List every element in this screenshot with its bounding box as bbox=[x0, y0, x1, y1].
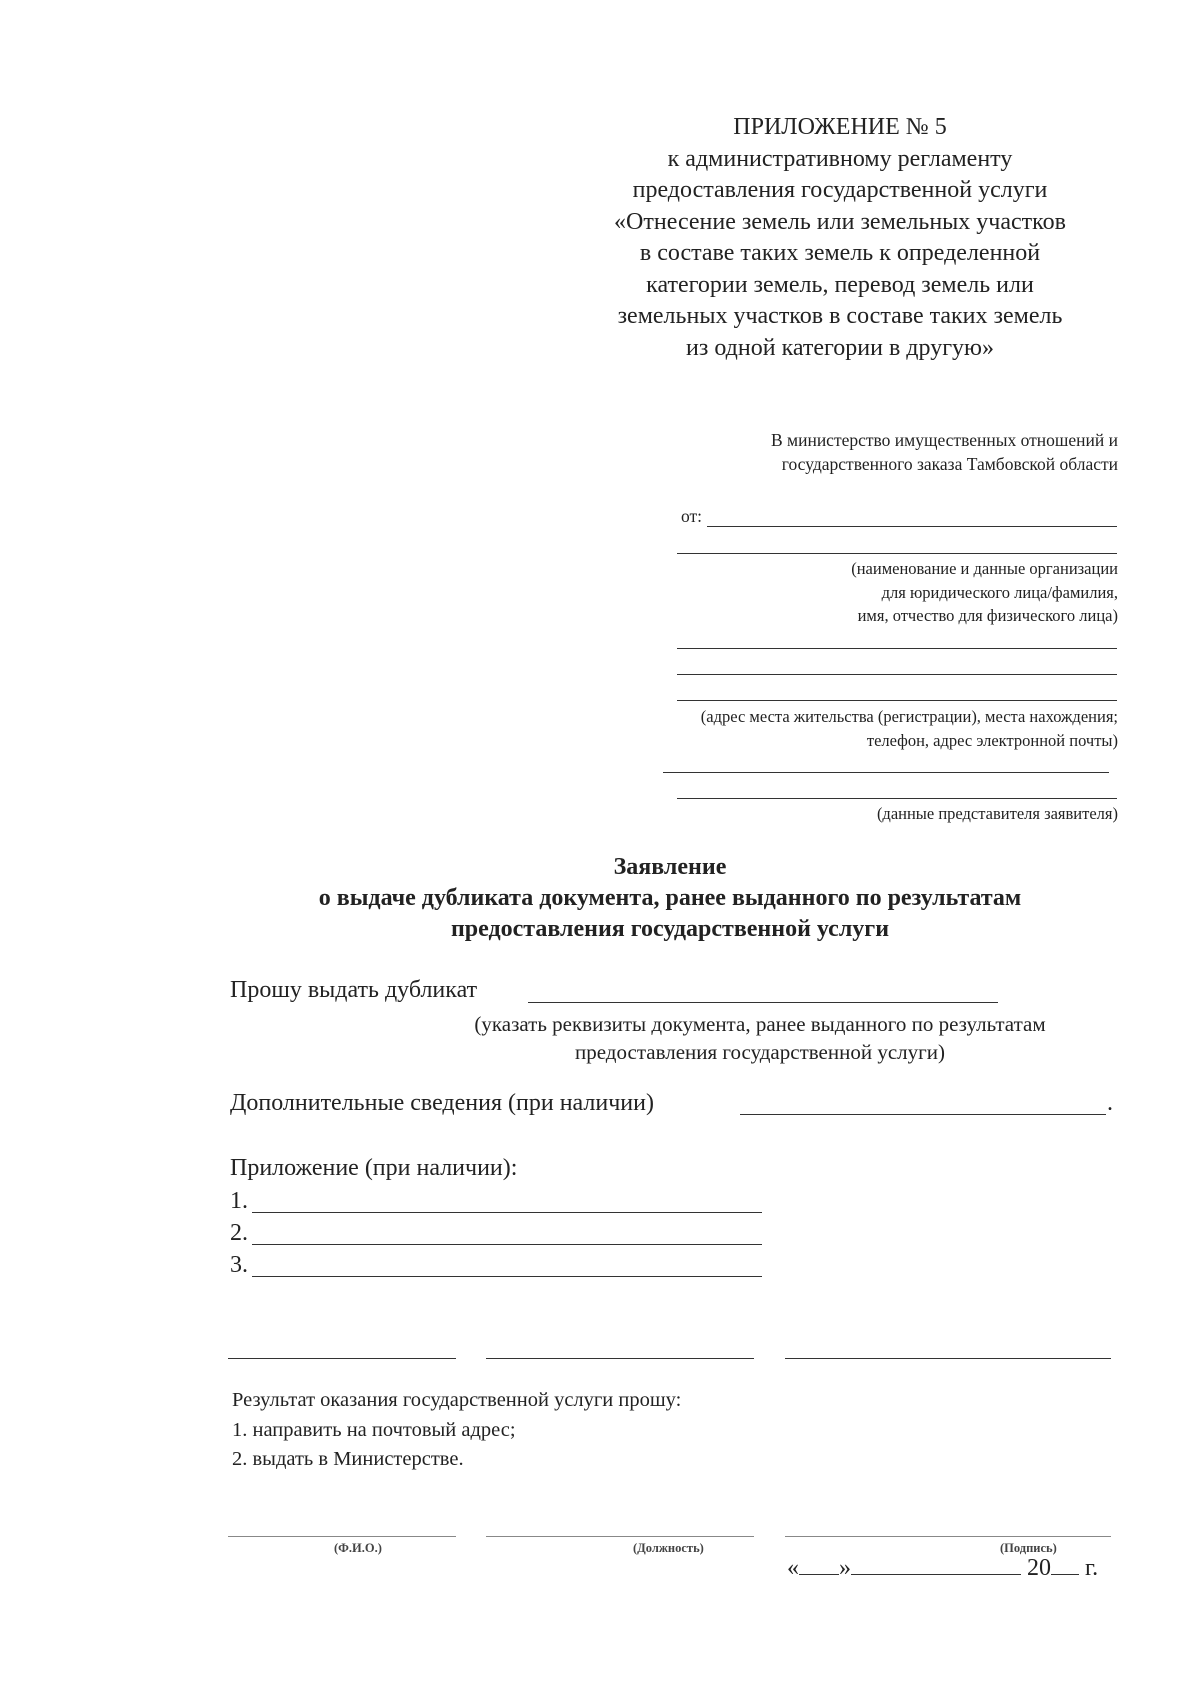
attachment-number: 3. bbox=[230, 1252, 248, 1278]
attachment-number: 1. bbox=[230, 1188, 248, 1214]
applicant-note-line: для юридического лица/фамилия, bbox=[881, 582, 1118, 602]
date-field[interactable] bbox=[787, 1552, 1098, 1582]
result-line: 2. выдать в Министерстве. bbox=[232, 1448, 464, 1470]
representative-field-line-2[interactable] bbox=[677, 798, 1117, 799]
additional-end: . bbox=[1107, 1090, 1113, 1116]
appendix-line: земельных участков в составе таких земель bbox=[617, 303, 1063, 329]
representative-note-line: (данные представителя заявителя) bbox=[876, 804, 1118, 823]
result-line: Результат оказания государственной услуги прошу: bbox=[232, 1389, 682, 1411]
title-line: о выдаче дубликата документа, ранее выданного по результатам bbox=[318, 885, 1022, 911]
from-field-line[interactable] bbox=[707, 526, 1117, 527]
address-field-line-2[interactable] bbox=[677, 674, 1117, 675]
recipient-line: В министерство имущественных отношений и bbox=[770, 430, 1118, 450]
appendix-line: категории земель, перевод земель или bbox=[646, 271, 1034, 298]
appendix-header bbox=[560, 112, 1120, 364]
additional-field-line[interactable] bbox=[740, 1114, 1106, 1115]
address-note-line: телефон, адрес электронной почты) bbox=[866, 730, 1118, 750]
month-blank[interactable] bbox=[851, 1552, 1021, 1575]
request-hint-line: предоставления государственной услуги) bbox=[575, 1040, 945, 1064]
sign-line[interactable] bbox=[785, 1536, 1111, 1537]
request-hint-line: (указать реквизиты документа, ранее выданного по результатам bbox=[474, 1012, 1046, 1036]
request-field-line[interactable] bbox=[528, 1002, 998, 1003]
appendix-line: в составе таких земель к определенной bbox=[639, 240, 1041, 266]
result-line: 1. направить на почтовый адрес; bbox=[232, 1418, 516, 1441]
signature-line-upper[interactable] bbox=[228, 1358, 456, 1359]
additional-label: Дополнительные сведения (при наличии) bbox=[230, 1090, 654, 1116]
year-suffix: г. bbox=[1085, 1555, 1099, 1581]
recipient-line: государственного заказа Тамбовской области bbox=[781, 454, 1118, 474]
appendix-title: ПРИЛОЖЕНИЕ № 5 bbox=[733, 114, 947, 140]
attachment-field-line[interactable] bbox=[252, 1212, 762, 1213]
applicant-note bbox=[851, 557, 1118, 628]
document-title bbox=[230, 852, 1110, 945]
applicant-note-line: (наименование и данные организации bbox=[851, 559, 1118, 578]
signature-line-upper[interactable] bbox=[486, 1358, 754, 1359]
from-label: от: bbox=[681, 506, 703, 526]
request-hint bbox=[420, 1010, 1100, 1066]
request-label: Прошу выдать дубликат bbox=[230, 977, 478, 1003]
title-line: предоставления государственной услуги bbox=[450, 916, 890, 942]
recipient-block bbox=[771, 428, 1118, 476]
date-open-quote: « bbox=[787, 1555, 799, 1581]
representative-note bbox=[877, 802, 1118, 826]
position-caption: (Должность) bbox=[633, 1541, 704, 1555]
appendix-line: предоставления государственной услуги bbox=[632, 177, 1048, 203]
signature-line-upper[interactable] bbox=[785, 1358, 1111, 1359]
address-note-line: (адрес места жительства (регистрации), места нахождения; bbox=[700, 707, 1118, 726]
attachment-number: 2. bbox=[230, 1220, 248, 1246]
appendix-line: из одной категории в другую» bbox=[686, 334, 994, 361]
position-line[interactable] bbox=[486, 1536, 754, 1537]
fio-caption: (Ф.И.О.) bbox=[334, 1541, 382, 1555]
address-field-line[interactable] bbox=[677, 648, 1117, 649]
address-field-line-3[interactable] bbox=[677, 700, 1117, 701]
representative-field-line[interactable] bbox=[663, 772, 1109, 773]
address-note bbox=[701, 705, 1118, 752]
attachment-field-line[interactable] bbox=[252, 1276, 762, 1277]
title-line: Заявление bbox=[613, 854, 727, 880]
day-blank[interactable] bbox=[799, 1552, 839, 1575]
result-block bbox=[232, 1386, 681, 1475]
attachment-field-line[interactable] bbox=[252, 1244, 762, 1245]
sign-caption: (Подпись) bbox=[1000, 1541, 1057, 1555]
attachments-label: Приложение (при наличии): bbox=[230, 1155, 518, 1181]
from-field-line-2[interactable] bbox=[677, 553, 1117, 554]
appendix-line: к административному регламенту bbox=[667, 145, 1013, 172]
applicant-note-line: имя, отчество для физического лица) bbox=[857, 606, 1118, 625]
year-blank[interactable] bbox=[1051, 1552, 1079, 1575]
year-prefix: 20 bbox=[1027, 1555, 1051, 1581]
fio-line[interactable] bbox=[228, 1536, 456, 1537]
appendix-line: «Отнесение земель или земельных участков bbox=[614, 208, 1066, 235]
date-close-quote: » bbox=[839, 1555, 851, 1581]
